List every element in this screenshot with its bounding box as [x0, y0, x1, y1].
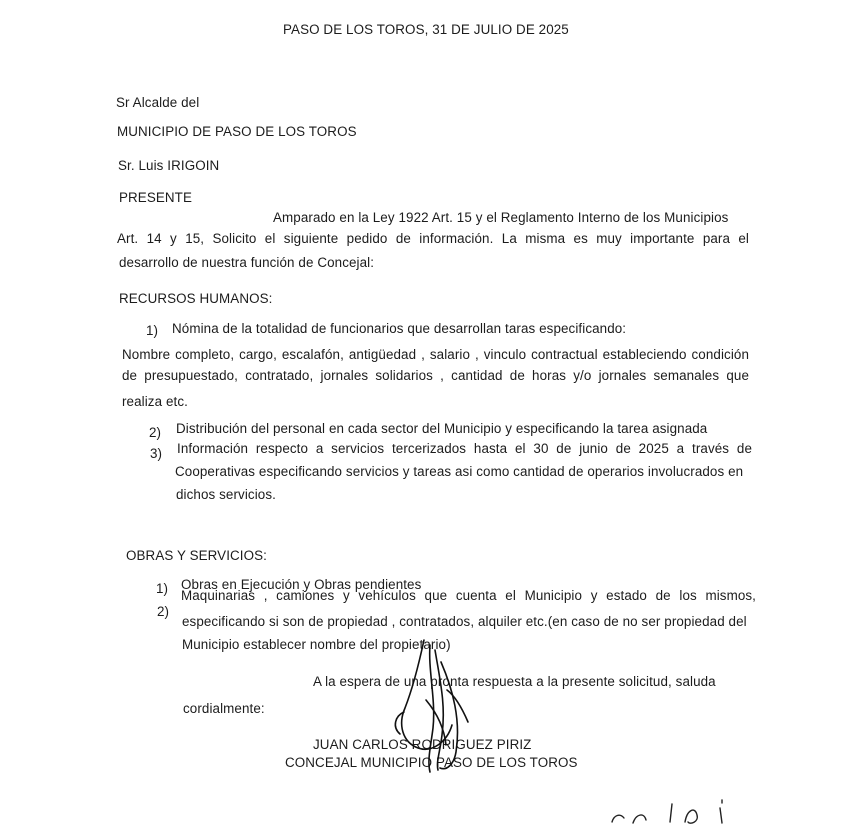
detail-line-2: de presupuestado, contratado, jornales solidarios , cantidad de horas y/o jornales semanales que	[122, 368, 749, 383]
recipient-line-2: MUNICIPIO DE PASO DE LOS TOROS	[117, 124, 357, 139]
detail-line-1: Nombre completo, cargo, escalafón, antigüedad , salario , vinculo contractual estableciendo condición	[122, 347, 749, 362]
closing-line-2: cordialmente:	[183, 701, 265, 716]
detail-line-3: realiza etc.	[122, 394, 188, 409]
recipient-line-3: Sr. Luis IRIGOIN	[118, 158, 220, 173]
signatory-title: CONCEJAL MUNICIPIO PASO DE LOS TOROS	[285, 755, 578, 770]
list-item-line-3: Municipio establecer nombre del propietario)	[182, 637, 451, 652]
closing-line-1: A la espera de una pronta respuesta a la presente solicitud, saluda	[313, 674, 716, 689]
intro-line-2: Art. 14 y 15, Solicito el siguiente pedido de información. La misma es muy importante para el	[117, 231, 749, 246]
list-item-line-1: Información respecto a servicios tercerizados hasta el 30 de junio de 2025 a través de	[177, 441, 752, 456]
intro-line-3: desarrollo de nuestra función de Concejal:	[119, 255, 375, 270]
list-number: 2)	[149, 425, 162, 440]
list-item-line-2: especificando si son de propiedad , contratados, alquiler etc.(en caso de no ser propiedad del	[182, 614, 747, 629]
list-item-line-2: Cooperativas especificando servicios y tareas asi como cantidad de operarios involucrados en	[175, 464, 744, 479]
list-number: 2)	[157, 604, 170, 619]
list-item: Obras en Ejecución y Obras pendientes	[181, 577, 422, 592]
list-item: Distribución del personal en cada sector del Municipio y especificando la tarea asignada	[176, 421, 708, 436]
signatory-name: JUAN CARLOS RODRIGUEZ PIRIZ	[313, 737, 532, 752]
recipient-line-1: Sr Alcalde del	[116, 95, 200, 110]
intro-line-1: Amparado en la Ley 1922 Art. 15 y el Reglamento Interno de los Municipios	[273, 210, 729, 225]
list-number: 3)	[150, 446, 163, 461]
section-heading-obras-servicios: OBRAS Y SERVICIOS:	[126, 548, 267, 563]
place-date: PASO DE LOS TOROS, 31 DE JULIO DE 2025	[283, 22, 569, 37]
list-number: 1)	[146, 323, 159, 338]
list-item: Nómina de la totalidad de funcionarios que desarrollan taras especificando:	[172, 321, 627, 336]
list-number: 1)	[156, 581, 169, 596]
section-heading-recursos-humanos: RECURSOS HUMANOS:	[119, 291, 273, 306]
recipient-line-4: PRESENTE	[119, 190, 192, 205]
list-item-line-3: dichos servicios.	[176, 487, 276, 502]
list-item-line-1: Maquinarias , camiones y vehículos que cuenta el Municipio y estado de los mismos,	[181, 588, 756, 603]
